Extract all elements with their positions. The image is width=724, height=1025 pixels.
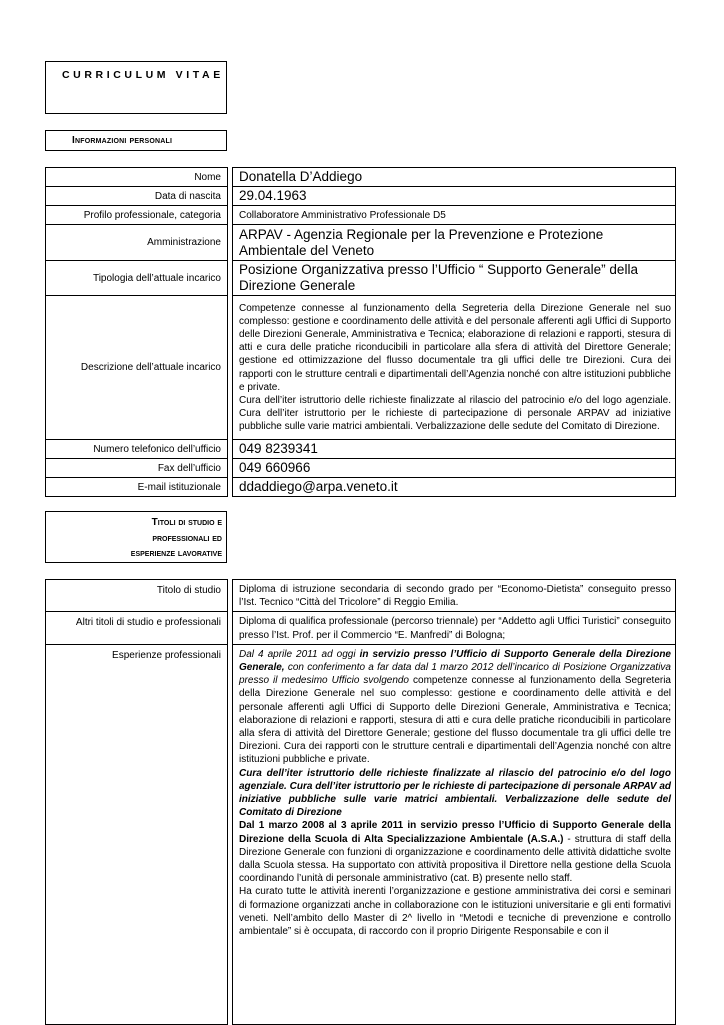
profilo-label: Profilo professionale, categoria <box>46 206 228 225</box>
table-row <box>46 168 676 187</box>
nascita-value: 29.04.1963 <box>233 187 676 206</box>
section-titoli-title-line-2: professionali ed <box>152 532 222 544</box>
section-titoli-box <box>45 511 227 563</box>
tipologia-value: Posizione Organizzativa presso l’Ufficio “ Supporto Generale” della Direzione Generale <box>233 261 676 296</box>
table-row <box>46 644 676 1024</box>
table-row <box>46 580 676 612</box>
exp1-incarico: con conferimento a far data dal 1 marzo 2012 dell’incarico di Posizione Organizzativa presso il medesimo Ufficio svolgendo <box>239 662 671 687</box>
section-personal-info-box <box>45 130 227 151</box>
esperienze-label: Esperienze professionali <box>46 644 228 1024</box>
table-row <box>46 261 676 296</box>
descrizione-part-1: Competenze connesse al funzionamento della Segreteria della Direzione Generale nel suo complesso: gestione e coordinamento delle attività e del personale afferenti agli Uffici di Supporto delle Direzioni Generale, Amministrativa e Tecnica; elaborazione di relazioni e rapporti, stesura di atti e cura delle pratiche riconducibili in particolare alla sfera di attività del Direttore Generale; gestione ed ottimizzazione del flusso documentale tra gli uffici delle tre Direzioni. Cura dei rapporti con le strutture centrali e dipartimentali dell’Agenzia nonché con altre istituzioni pubbliche e private. <box>239 303 671 393</box>
tipologia-label: Tipologia dell’attuale incarico <box>46 261 228 296</box>
altri-titoli-value: Diploma di qualifica professionale (percorso triennale) per “Addetto agli Uffici Turistici” conseguito presso l’Ist. Prof. per il Commercio “E. Manfredi” di Bologna; <box>233 612 676 644</box>
descrizione-label: Descrizione dell’attuale incarico <box>46 296 228 440</box>
telefono-value: 049 8239341 <box>233 440 676 459</box>
table-row <box>46 440 676 459</box>
exp1-competenze: competenze connesse al funzionamento della Segreteria della Direzione Generale nel suo complesso: gestione e coordinamento delle attività e del personale afferenti agli Uffici di Supporto delle Direzioni Generale, Amministrativa e Tecnica; elaborazione di relazioni e rapporti, stesura di atti e cura delle pratiche riconducibili in particolare alla sfera di attività del Direttore Generale; gestione del flusso documentale tra gli uffici delle tre Direzioni. Cura dei rapporti con le strutture centrali e dipartimentali dell’Agenzia nonché con altre istituzioni pubbliche e private. <box>239 675 671 766</box>
descrizione-value <box>233 296 676 440</box>
personal-info-table <box>45 167 676 497</box>
amministrazione-label: Amministrazione <box>46 225 228 261</box>
esperienza-paragraph <box>239 819 671 885</box>
section-titoli-title-line-3: esperienze lavorative <box>130 548 222 559</box>
esperienze-value <box>233 644 676 1024</box>
email-label: E-mail istituzionale <box>46 478 228 497</box>
table-row <box>46 296 676 440</box>
table-row <box>46 187 676 206</box>
exp1-date: Dal 4 aprile 2011 ad oggi <box>239 648 360 660</box>
exp1-office: in servizio presso l’Ufficio di Supporto Generale della Direzione Generale, <box>239 648 671 674</box>
amministrazione-value: ARPAV - Agenzia Regionale per la Prevenzione e Protezione Ambientale del Veneto <box>233 225 676 261</box>
exp3-body: - struttura di staff della Direzione Generale con funzioni di organizzazione e coordinamento delle attività didattiche svolte dalla Scuola stessa. Ha supportato con attività propositiva il Direttore nella gestione della Scuola coordinando l’unità di personale amministrativo (cat. B) presente nello staff. <box>239 833 671 885</box>
table-row <box>46 612 676 644</box>
section-titoli-title <box>131 515 222 562</box>
altri-titoli-label: Altri titoli di studio e professionali <box>46 612 228 644</box>
nascita-label: Data di nascita <box>46 187 228 206</box>
table-row <box>46 478 676 497</box>
nome-label: Nome <box>46 168 228 187</box>
studio-label: Titolo di studio <box>46 580 228 612</box>
esperienza-paragraph: Ha curato tutte le attività inerenti l’organizzazione e gestione amministrativa dei corsi e seminari di formazione organizzati anche in collaborazione con le istituzioni universitarie e gli enti formativi veneti. Nell’ambito dello Master di 2^ livello in “Metodi e tecniche di prevenzione e controllo ambientale” si è occupata, di raccordo con il proprio Dirigente Responsabile e con il <box>239 886 671 938</box>
descrizione-part-2: Cura dell’iter istruttorio delle richieste finalizzate al rilascio del patrocinio e/o del logo agenziale. Cura dell’iter istruttorio per le richieste di partecipazione di personale ARPAV ad iniziative pubbliche sulle varie matrici ambientali. Verbalizzazione delle sedute del Comitato di Direzione. <box>239 394 671 432</box>
fax-label: Fax dell’ufficio <box>46 459 228 478</box>
cv-title: CURRICULUM VITAE <box>62 69 224 81</box>
nome-value: Donatella D’Addiego <box>233 168 676 187</box>
titoli-table <box>45 579 676 1025</box>
exp3-title: Dal 1 marzo 2008 al 3 aprile 2011 in servizio presso l’Ufficio di Supporto Generale della Direzione della Scuola di Alta Specializzazione Ambientale (A.S.A.) <box>239 820 671 845</box>
telefono-label: Numero telefonico dell’ufficio <box>46 440 228 459</box>
table-row <box>46 206 676 225</box>
table-row <box>46 459 676 478</box>
studio-value: Diploma di istruzione secondaria di secondo grado per “Economo-Dietista” conseguito presso l’Ist. Tecnico “Città del Tricolore” di Reggio Emilia. <box>233 580 676 612</box>
cv-title-box <box>45 61 227 114</box>
profilo-value: Collaboratore Amministrativo Professionale D5 <box>233 206 676 225</box>
esperienza-paragraph: Cura dell’iter istruttorio delle richieste finalizzate al rilascio del patrocinio e/o del logo agenziale. Cura dell’iter istruttorio per le richieste di partecipazione di personale ARPAV ad iniziative pubbliche sulle varie matrici ambientali. Verbalizzazione delle sedute del Comitato di Direzione <box>239 767 671 819</box>
table-row <box>46 225 676 261</box>
email-value: ddaddiego@arpa.veneto.it <box>233 478 676 497</box>
fax-value: 049 660966 <box>233 459 676 478</box>
esperienza-paragraph <box>239 648 671 767</box>
section-titoli-title-line-1: Titoli di studio e <box>151 517 222 528</box>
section-personal-info-title: Informazioni personali <box>72 135 173 146</box>
